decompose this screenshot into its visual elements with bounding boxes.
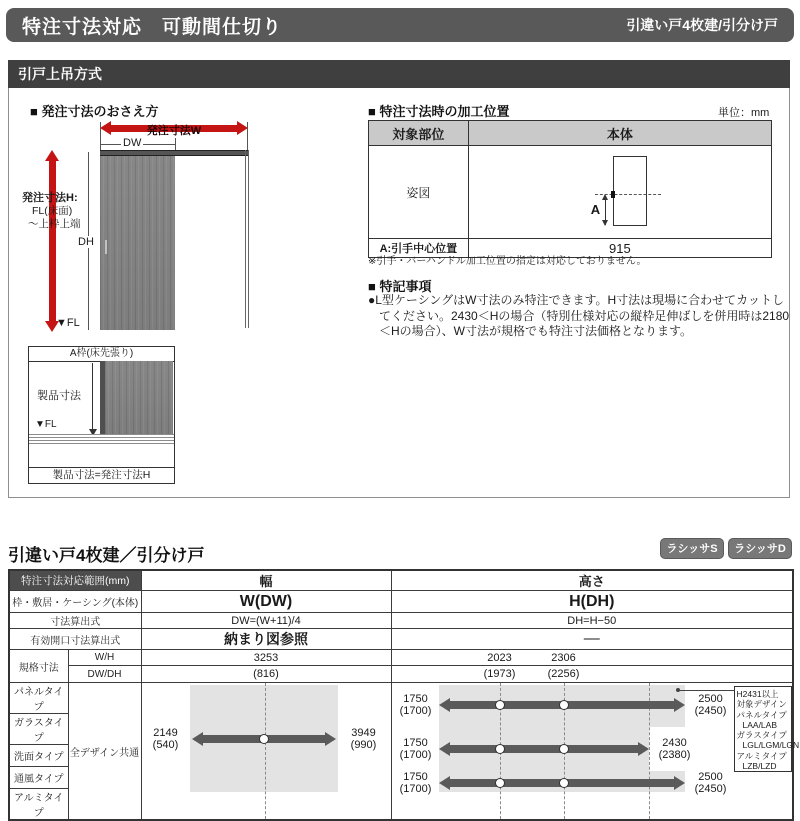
height-range1-min	[393, 694, 439, 717]
height-arrow2	[450, 745, 638, 753]
detail-box	[28, 346, 175, 484]
height-range-cell	[391, 683, 800, 821]
standard-h-2: 2306	[551, 651, 576, 664]
spec-frame-width: W(DW)	[141, 591, 391, 613]
order-width-arrowhead-right	[237, 121, 248, 135]
width-range-max	[341, 728, 387, 751]
notes-bullet: ●L型ケーシングはW寸法のみ特注できます。H寸法は現場に合わせてカットしてください。2430＜Hの場合（特別仕様対応の縦枠足伸ばしを併用時は2180＜Hの場合）、W寸法が規格でも特注寸法価格となります。	[368, 293, 790, 338]
callout-line-5: ガラスタイプ	[736, 730, 787, 741]
h1-max: 2500	[698, 693, 723, 705]
height-arrow3-dot-1	[495, 778, 505, 788]
h1-min-sub: (1700)	[399, 704, 432, 717]
width-arrowhead-right	[325, 732, 336, 746]
figure-handle-mark	[611, 191, 615, 198]
standard-dh-2: (2256)	[547, 668, 580, 680]
figure-a-arrowhead-top	[602, 194, 608, 200]
spec-type-washroom: 洗面タイプ	[9, 745, 68, 767]
spec-height-header: 高さ	[391, 570, 793, 591]
spec-opening-width: 納まり図参照	[141, 629, 391, 650]
spec-common-label: 全デザイン共通	[68, 683, 141, 821]
spec-standard-dh-cell	[391, 666, 793, 683]
height-range2-max	[652, 738, 698, 761]
width-marker-dot	[259, 734, 269, 744]
callout-line-8: LZB/LZD	[742, 761, 777, 772]
callout-line-1: H2431以上	[736, 689, 779, 699]
order-height-arrowhead-top	[45, 150, 59, 161]
dw-label: DW	[123, 137, 142, 149]
callout-line-7: アルミタイプ	[736, 750, 787, 761]
spec-type-panel: パネルタイプ	[9, 683, 68, 714]
height-arrow1-dot-2	[559, 700, 569, 710]
order-width-arrowhead-left	[100, 121, 111, 135]
order-height-label-2: FL(床面)	[32, 205, 73, 217]
floor-hatch	[29, 434, 174, 446]
detail-dim-arrow-line	[92, 363, 93, 429]
spec-frame-label: 枠・敷居・ケーシング(本体)	[9, 591, 141, 613]
section-header: 引戸上吊方式	[8, 60, 790, 88]
spec-standard-label: 規格寸法	[9, 650, 68, 683]
bottom-title: 引違い戸4枚建／引分け戸	[8, 546, 205, 565]
page-title: 特注寸法対応 可動間仕切り	[22, 16, 283, 38]
spec-standard-w: 3253	[141, 650, 391, 666]
page-title-bar	[6, 8, 794, 42]
dh-label: DH	[78, 236, 94, 248]
fl-label-main: ▼FL	[56, 317, 80, 329]
standard-h-1: 2023	[487, 651, 512, 664]
detail-bottom-label: 製品寸法=発注寸法H	[29, 467, 174, 483]
spec-formula-height: DH=H−50	[391, 613, 793, 629]
height-arrow1-head-right	[674, 698, 685, 712]
width-min-sub: (540)	[152, 738, 179, 751]
figure-diagram	[469, 146, 771, 238]
spec-range-label: 特注寸法対応範囲(mm)	[9, 570, 141, 591]
h3-min-sub: (1700)	[399, 782, 432, 795]
spec-opening-height: —	[391, 629, 793, 650]
spec-formula-label: 寸法算出式	[9, 613, 141, 629]
order-height-label-1: 発注寸法H:	[22, 192, 78, 204]
h3-max: 2500	[698, 771, 723, 783]
machining-figure-cell	[468, 146, 771, 239]
h2-min: 1750	[403, 737, 428, 749]
height-arrow3-head-left	[439, 776, 450, 790]
order-width-label: 発注寸法W	[146, 125, 202, 137]
callout-line-6: LGL/LGM/LGN	[742, 740, 800, 751]
spec-width-header: 幅	[141, 570, 391, 591]
page-subtitle: 引違い戸4枚建/引分け戸	[626, 17, 778, 33]
height-arrow2-dot-1	[495, 744, 505, 754]
height-arrow2-head-left	[439, 742, 450, 756]
width-dash-line	[265, 683, 266, 819]
badge-lasissa-s: ラシッサS	[660, 538, 724, 559]
callout-line-3: パネルタイプ	[736, 709, 787, 720]
spec-standard-h-cell	[391, 650, 793, 666]
h2-max: 2430	[662, 737, 687, 749]
standard-dh-1: (1973)	[483, 668, 516, 680]
width-min: 2149	[153, 727, 178, 739]
spec-opening-label: 有効開口寸法算出式	[9, 629, 141, 650]
spec-type-aluminum: アルミタイプ	[9, 789, 68, 821]
door-panel	[100, 156, 175, 330]
order-height-arrow	[49, 159, 56, 323]
spec-wh-label: W/H	[68, 650, 141, 666]
spec-dwdh-label: DW/DH	[68, 666, 141, 683]
height-arrow1-dot-1	[495, 700, 505, 710]
height-arrow2-head-right	[638, 742, 649, 756]
width-range-cell	[141, 683, 391, 821]
machining-col-part: 対象部位	[369, 121, 469, 146]
unit-label: 単位：mm	[718, 107, 770, 119]
right-wall	[245, 150, 249, 328]
notes-heading: ■ 特記事項	[368, 279, 432, 294]
height-range1-max	[688, 694, 734, 717]
spec-formula-width: DW=(W+11)/4	[141, 613, 391, 629]
spec-standard-dw: (816)	[141, 666, 391, 683]
machining-a-row-value: 915	[468, 239, 771, 258]
detail-top-label: A枠(床先張り)	[29, 347, 174, 362]
height-range-diagram	[392, 683, 800, 819]
h3-max-sub: (2450)	[694, 782, 727, 795]
width-arrowhead-left	[192, 732, 203, 746]
height-range3-min	[393, 772, 439, 795]
width-range-diagram	[142, 683, 391, 819]
machining-a-row-label: A:引手中心位置	[369, 239, 469, 258]
height-arrow3-dot-2	[559, 778, 569, 788]
height-arrow2-dot-2	[559, 744, 569, 754]
machining-table	[368, 120, 772, 258]
h2-min-sub: (1700)	[399, 748, 432, 761]
door-handle-mark	[105, 240, 107, 254]
order-diagram-heading: ■ 発注寸法のおさえ方	[30, 104, 159, 119]
machining-figure-label: 姿図	[369, 146, 469, 239]
machining-note: ※引手・バーハンドル加工位置の指定は対応しておりません。	[368, 256, 647, 267]
width-max-sub: (990)	[350, 738, 377, 751]
height-arrow3-head-right	[674, 776, 685, 790]
height-arrow1-head-left	[439, 698, 450, 712]
spec-table	[8, 569, 800, 821]
order-height-label-3: ～上枠上端	[28, 218, 81, 230]
badge-lasissa-d: ラシッサD	[728, 538, 792, 559]
h3-min: 1750	[403, 771, 428, 783]
machining-heading: ■ 特注寸法時の加工位置	[368, 104, 510, 119]
detail-product-dim-label: 製品寸法	[37, 390, 81, 402]
height-callout-box	[734, 686, 800, 772]
detail-door-panel	[100, 361, 173, 434]
figure-a-arrowhead-bottom	[602, 220, 608, 226]
detail-fl-label: ▼FL	[35, 419, 57, 430]
spec-type-glass: ガラスタイプ	[9, 714, 68, 745]
callout-line-4: LAA/LAB	[742, 719, 777, 730]
h1-min: 1750	[403, 693, 428, 705]
height-range3-max	[688, 772, 734, 795]
figure-door-outline	[613, 156, 647, 226]
width-max: 3949	[351, 727, 376, 739]
h2-max-sub: (2380)	[658, 748, 691, 761]
height-range2-min	[393, 738, 439, 761]
machining-col-body: 本体	[468, 121, 771, 146]
figure-a-label: A	[590, 202, 601, 217]
spec-type-ventilation: 通風タイプ	[9, 767, 68, 789]
h1-max-sub: (2450)	[694, 704, 727, 717]
callout-leader-line	[678, 690, 734, 691]
width-range-min	[143, 728, 189, 751]
callout-line-2: 対象デザイン	[736, 699, 787, 710]
spec-frame-height: H(DH)	[391, 591, 793, 613]
